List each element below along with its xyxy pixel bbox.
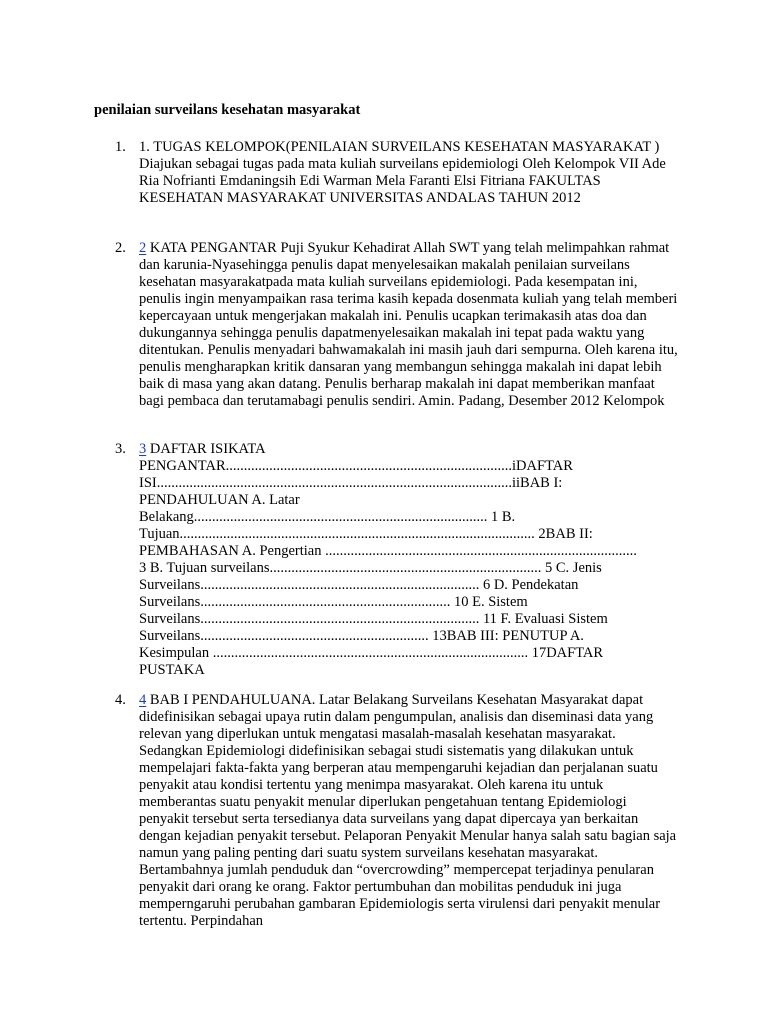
toc-line: Surveilans............................................................... 13BAB III: PENUTUP A. — [139, 628, 584, 644]
item-text — [139, 692, 680, 930]
item-body-text: KATA PENGANTAR Puji Syukur Kehadirat Allah SWT yang telah melimpahkan rahmat dan karunia-Nyasehingga penulis dapat menyelesaikan makalah penilaian surveilans kesehatan masyarakatpada mata kuliah surveilans epidemiologi. Pada kesempatan ini, penulis ingin menyampaikan rasa terima kasih kepada dosenmata kuliah yang telah memberi kepercayaan untuk mengerjakan makalah ini. Penulis ucapkan terimakasih atas doa dan dukungannya sehingga penulis dapatmenyelesaikan makalah ini tepat pada waktu yang ditentukan. Penulis menyadari bahwamakalah ini masih jauh dari sempurna. Oleh karena itu, penulis mengharapkan kritik dansaran yang membangun sehingga makalah ini dapat lebih baik di masa yang akan datang. Penulis berharap makalah ini dapat memberikan manfaat bagi pembaca dan terutamabagi penulis sendiri. Amin. Padang, Desember 2012 Kelompok — [139, 240, 678, 409]
toc-line: Surveilans............................................................................. 6 D. Pendekatan — [139, 577, 579, 593]
list-item — [115, 441, 680, 679]
toc-line: PENDAHULUAN A. Latar — [139, 492, 300, 508]
toc-line: PUSTAKA — [139, 662, 205, 678]
item-number: 4. — [115, 692, 126, 708]
toc-line: Belakang................................................................................. 1 B. — [139, 509, 516, 525]
document-title: penilaian surveilans kesehatan masyarakat — [94, 102, 361, 118]
item-number: 3. — [115, 441, 126, 457]
toc-line: Tujuan.................................................................................................. 2BAB II: — [139, 526, 593, 542]
item-number: 1. — [115, 139, 126, 155]
page-link[interactable]: 2 — [139, 240, 147, 256]
toc-line: 3 B. Tujuan surveilans........................................................................... 5 C. Jenis — [139, 560, 602, 576]
page-link[interactable]: 3 — [139, 441, 147, 457]
list-item — [115, 692, 680, 930]
item-number: 2. — [115, 240, 126, 256]
toc-line: PENGANTAR...............................................................................iDAFTAR — [139, 458, 573, 474]
page-link[interactable]: 4 — [139, 692, 147, 708]
toc-line: PEMBAHASAN A. Pengertian ...................................................................................... — [139, 543, 637, 559]
toc-line: Surveilans............................................................................. 11 F. Evaluasi Sistem — [139, 611, 608, 627]
item-body-text: BAB I PENDAHULUANA. Latar Belakang Surveilans Kesehatan Masyarakat dapat didefinisikan sebagai upaya rutin dalam pengumpulan, analisis dan diseminasi data yang relevan yang diperlukan untuk mengatasi masalah-masalah kesehatan masyarakat. Sedangkan Epidemiologi didefinisikan sebagai studi sistematis yang dilakukan untuk mempelajari fakta-fakta yang berperan atau mempengaruhi kejadian dan perjalanan suatu penyakit atau kondisi tertentu yang menimpa masyarakat. Oleh karena itu untuk memberantas suatu penyakit menular diperlukan pengetahuan tentang Epidemiologi penyakit tersebut serta tersedianya data surveilans yang dapat dipercaya yan berkaitan dengan kejadian penyakit tersebut. Pelaporan Penyakit Menular hanya salah satu bagian saja namun yang paling penting dari suatu system surveilans kesehatan masyarakat. Bertambahnya jumlah penduduk dan “overcrowding” mempercepat terjadinya penularan penyakit dari orang ke orang. Faktor pertumbuhan dan mobilitas penduduk ini juga memperngaruhi perubahan gambaran Epidemiologis serta virulensi dari penyakit menular tertentu. Perpindahan — [139, 692, 677, 929]
toc-line: Surveilans..................................................................... 10 E. Sistem — [139, 594, 528, 610]
toc-line: 3 DAFTAR ISIKATA — [139, 441, 266, 457]
list-item — [115, 139, 680, 207]
list-item — [115, 240, 680, 410]
table-of-contents — [139, 441, 680, 679]
item-text: 1. TUGAS KELOMPOK(PENILAIAN SURVEILANS KESEHATAN MASYARAKAT ) Diajukan sebagai tugas pada mata kuliah surveilans epidemiologi Oleh Kelompok VII Ade Ria Nofrianti Emdaningsih Edi Warman Mela Faranti Elsi Fitriana FAKULTAS KESEHATAN MASYARAKAT UNIVERSITAS ANDALAS TAHUN 2012 — [139, 139, 666, 206]
item-text — [139, 240, 680, 410]
toc-line: ISI..................................................................................................iiBAB I: — [139, 475, 563, 491]
toc-line: Kesimpulan ....................................................................................... 17DAFTAR — [139, 645, 604, 661]
